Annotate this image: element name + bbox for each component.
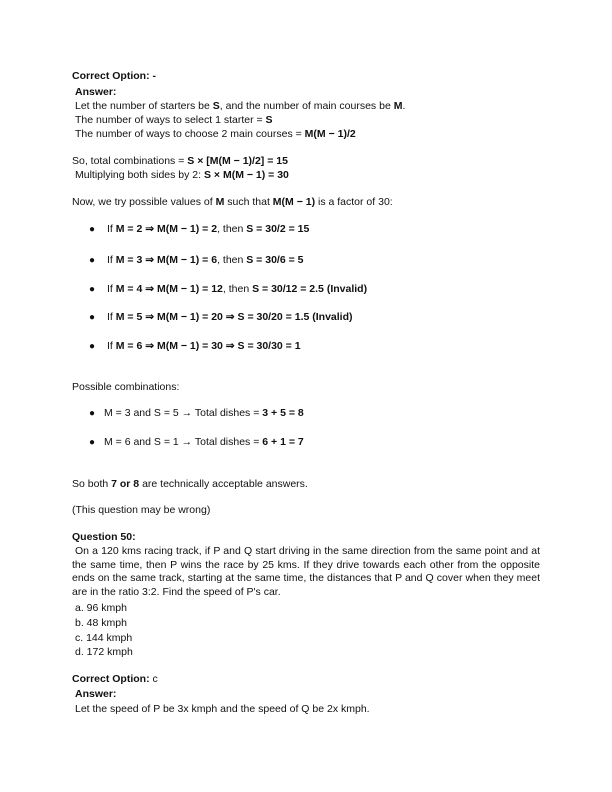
bold-text: M = 3 ⇒ M(M − 1) = 6 bbox=[115, 254, 218, 266]
bold-text: M = 4 ⇒ M(M − 1) = 12 bbox=[115, 283, 223, 295]
possible-combinations-label: Possible combinations: bbox=[72, 381, 180, 393]
try-values-line bbox=[72, 196, 393, 209]
text-run: If bbox=[107, 283, 116, 295]
multiply-line bbox=[75, 169, 289, 182]
answer-first-line: Let the speed of P be 3x kmph and the speed of Q be 2x kmph. bbox=[75, 703, 370, 715]
bold-text: S bbox=[212, 100, 220, 112]
bullet-icon: ● bbox=[89, 224, 96, 235]
bold-text: 3 + 5 = 8 bbox=[262, 407, 304, 419]
text-run: So both bbox=[72, 478, 112, 490]
bullet-icon: ● bbox=[89, 312, 96, 323]
bold-text: S bbox=[265, 114, 273, 126]
bold-text: M = 2 ⇒ M(M − 1) = 2 bbox=[115, 223, 218, 235]
option-a: a. 96 kmph bbox=[75, 602, 127, 614]
case-item bbox=[107, 283, 367, 296]
bold-text: M = 5 ⇒ M(M − 1) = 20 ⇒ S = 30/20 = 1.5 (Invalid) bbox=[115, 311, 353, 323]
conclusion-line bbox=[72, 478, 308, 491]
intro-line bbox=[75, 114, 273, 127]
total-combinations-line bbox=[72, 155, 288, 168]
text-run: Multiplying both sides by 2: bbox=[75, 169, 204, 181]
option-b: b. 48 kmph bbox=[75, 617, 127, 629]
text-run: Now, we try possible values of bbox=[72, 196, 216, 208]
bold-text: M bbox=[215, 196, 225, 208]
bullet-icon: ● bbox=[89, 437, 96, 448]
bold-text: S = 30/6 = 5 bbox=[246, 254, 304, 266]
text-run: If bbox=[107, 340, 116, 352]
correct-option-label: Correct Option: bbox=[72, 673, 153, 685]
case-item bbox=[107, 254, 303, 267]
case-item bbox=[107, 223, 309, 236]
case-item bbox=[107, 340, 301, 353]
text-run: So, total combinations = bbox=[72, 155, 188, 167]
correct-option-label: Correct Option: - bbox=[72, 70, 156, 82]
bold-text: 7 bbox=[111, 478, 117, 490]
text-run: The number of ways to select 1 starter = bbox=[75, 114, 266, 126]
text-run: , then bbox=[217, 254, 247, 266]
combo-item bbox=[104, 436, 304, 449]
text-run: , then bbox=[217, 223, 247, 235]
text-run: are technically acceptable answers. bbox=[139, 478, 308, 490]
answer-label: Answer: bbox=[75, 86, 117, 98]
intro-line bbox=[75, 100, 405, 113]
bold-text: M = 6 ⇒ M(M − 1) = 30 ⇒ S = 30/30 = 1 bbox=[115, 340, 301, 352]
note-line: (This question may be wrong) bbox=[72, 504, 211, 516]
text-run: , and the number of main courses be bbox=[219, 100, 394, 112]
intro-line bbox=[75, 128, 356, 141]
text-run: M = 6 and S = 1 → Total dishes = bbox=[104, 436, 263, 448]
option-c: c. 144 kmph bbox=[75, 632, 133, 644]
text-run: If bbox=[107, 254, 116, 266]
bold-text: M bbox=[393, 100, 403, 112]
bold-text: S = 30/2 = 15 bbox=[246, 223, 310, 235]
text-run: . bbox=[402, 100, 406, 112]
bold-text: M(M − 1)/2 bbox=[304, 128, 356, 140]
bullet-icon: ● bbox=[89, 408, 96, 419]
bold-text: S × M(M − 1) = 30 bbox=[203, 169, 289, 181]
question-title: Question 50: bbox=[72, 531, 136, 543]
bold-text: or 8 bbox=[119, 478, 140, 490]
text-run: Let the number of starters be bbox=[75, 100, 213, 112]
case-item bbox=[107, 311, 353, 324]
option-d: d. 172 kmph bbox=[75, 646, 133, 658]
combo-item bbox=[104, 407, 304, 420]
bold-text: S = 30/12 = 2.5 (Invalid) bbox=[252, 283, 368, 295]
text-run: If bbox=[107, 311, 116, 323]
bullet-icon: ● bbox=[89, 284, 96, 295]
text-run: M = 3 and S = 5 → Total dishes = bbox=[104, 407, 263, 419]
answer-label: Answer: bbox=[75, 688, 117, 700]
bold-text: 6 + 1 = 7 bbox=[262, 436, 304, 448]
correct-option-value: c bbox=[152, 673, 158, 685]
text-run: The number of ways to choose 2 main courses = bbox=[75, 128, 305, 140]
text-run: is a factor of 30: bbox=[315, 196, 393, 208]
text-run: such that bbox=[224, 196, 273, 208]
bold-text: S × [M(M − 1)/2] = 15 bbox=[187, 155, 288, 167]
bold-text: M(M − 1) bbox=[272, 196, 316, 208]
text-run: , then bbox=[222, 283, 253, 295]
text-run: If bbox=[107, 223, 116, 235]
bullet-icon: ● bbox=[89, 255, 96, 266]
bullet-icon: ● bbox=[89, 341, 96, 352]
question-text: On a 120 kms racing track, if P and Q start driving in the same direction from the same point and at the same time, then P wins the race by 25 kms. If they drive towards each other from the opposite ends on the same track, starting at the same time, the distances that P and Q cover when they meet are in the ratio 3:2. Find the speed of P's car. bbox=[72, 545, 540, 598]
correct-option-line bbox=[72, 673, 158, 686]
